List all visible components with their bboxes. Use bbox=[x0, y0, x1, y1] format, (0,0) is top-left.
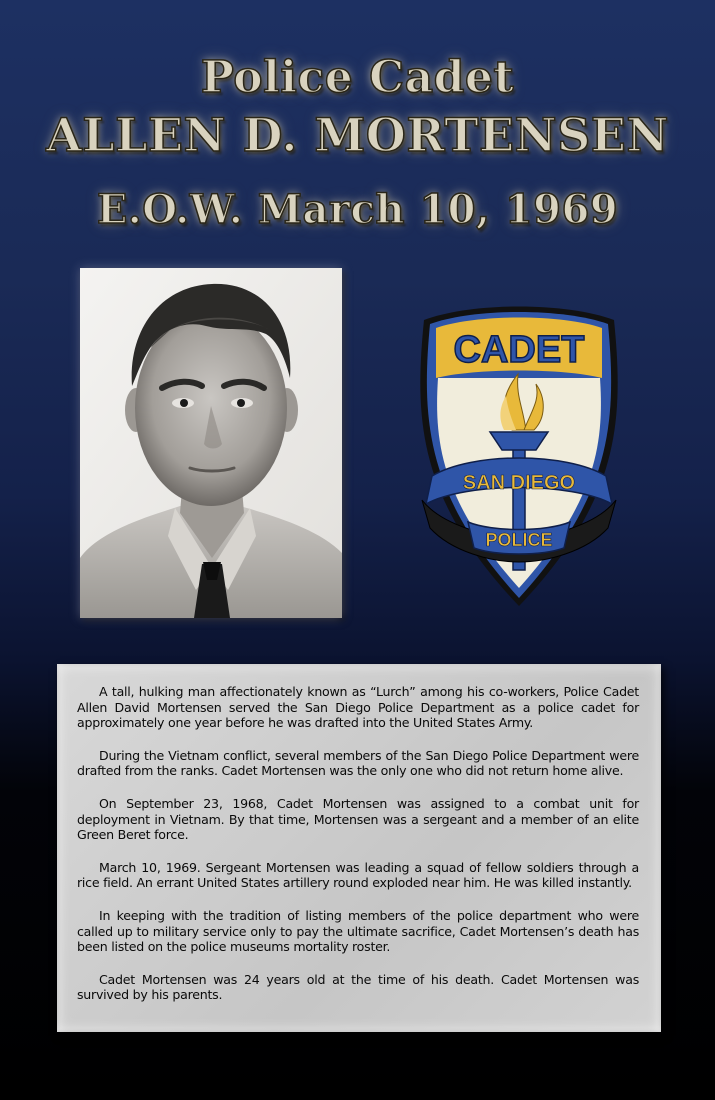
patch-ribbon-top-text: SAN DIEGO bbox=[462, 472, 576, 494]
title-eow-date: E.O.W. March 10, 1969 bbox=[96, 186, 619, 233]
portrait-photo bbox=[80, 268, 342, 618]
cadet-patch-icon bbox=[412, 300, 626, 608]
title-rank: Police Cadet bbox=[200, 52, 515, 103]
paragraph: A tall, hulking man affectionately known as “Lurch” among his co-workers, Police Cadet Allen David Mortensen served the San Diego Police Department as a police cadet for approximately one year before he was drafted into the United States Army. bbox=[77, 684, 639, 731]
paragraph: On September 23, 1968, Cadet Mortensen was assigned to a combat unit for deployment in Vietnam. By that time, Mortensen was a sergeant and a member of an elite Green Beret force. bbox=[77, 795, 639, 843]
paragraph: In keeping with the tradition of listing members of the police department who were called up to military service only to pay the ultimate sacrifice, Cadet Mortensen’s death has been listed on the police museums mortality roster. bbox=[77, 907, 639, 955]
patch-ribbon-bottom-text: POLICE bbox=[485, 530, 553, 550]
paragraph: March 10, 1969. Sergeant Mortensen was leading a squad of fellow soldiers through a rice field. An errant United States artillery round exploded near him. He was killed instantly. bbox=[77, 859, 639, 891]
title-name: ALLEN D. MORTENSEN bbox=[46, 108, 669, 162]
memorial-text-panel bbox=[57, 664, 661, 1032]
patch-top-text: CADET bbox=[453, 329, 585, 371]
paragraph: During the Vietnam conflict, several members of the San Diego Police Department were drafted from the ranks. Cadet Mortensen was the only one who did not return home alive. bbox=[77, 747, 639, 779]
paragraph: Cadet Mortensen was 24 years old at the time of his death. Cadet Mortensen was survived by his parents. bbox=[77, 971, 639, 1003]
